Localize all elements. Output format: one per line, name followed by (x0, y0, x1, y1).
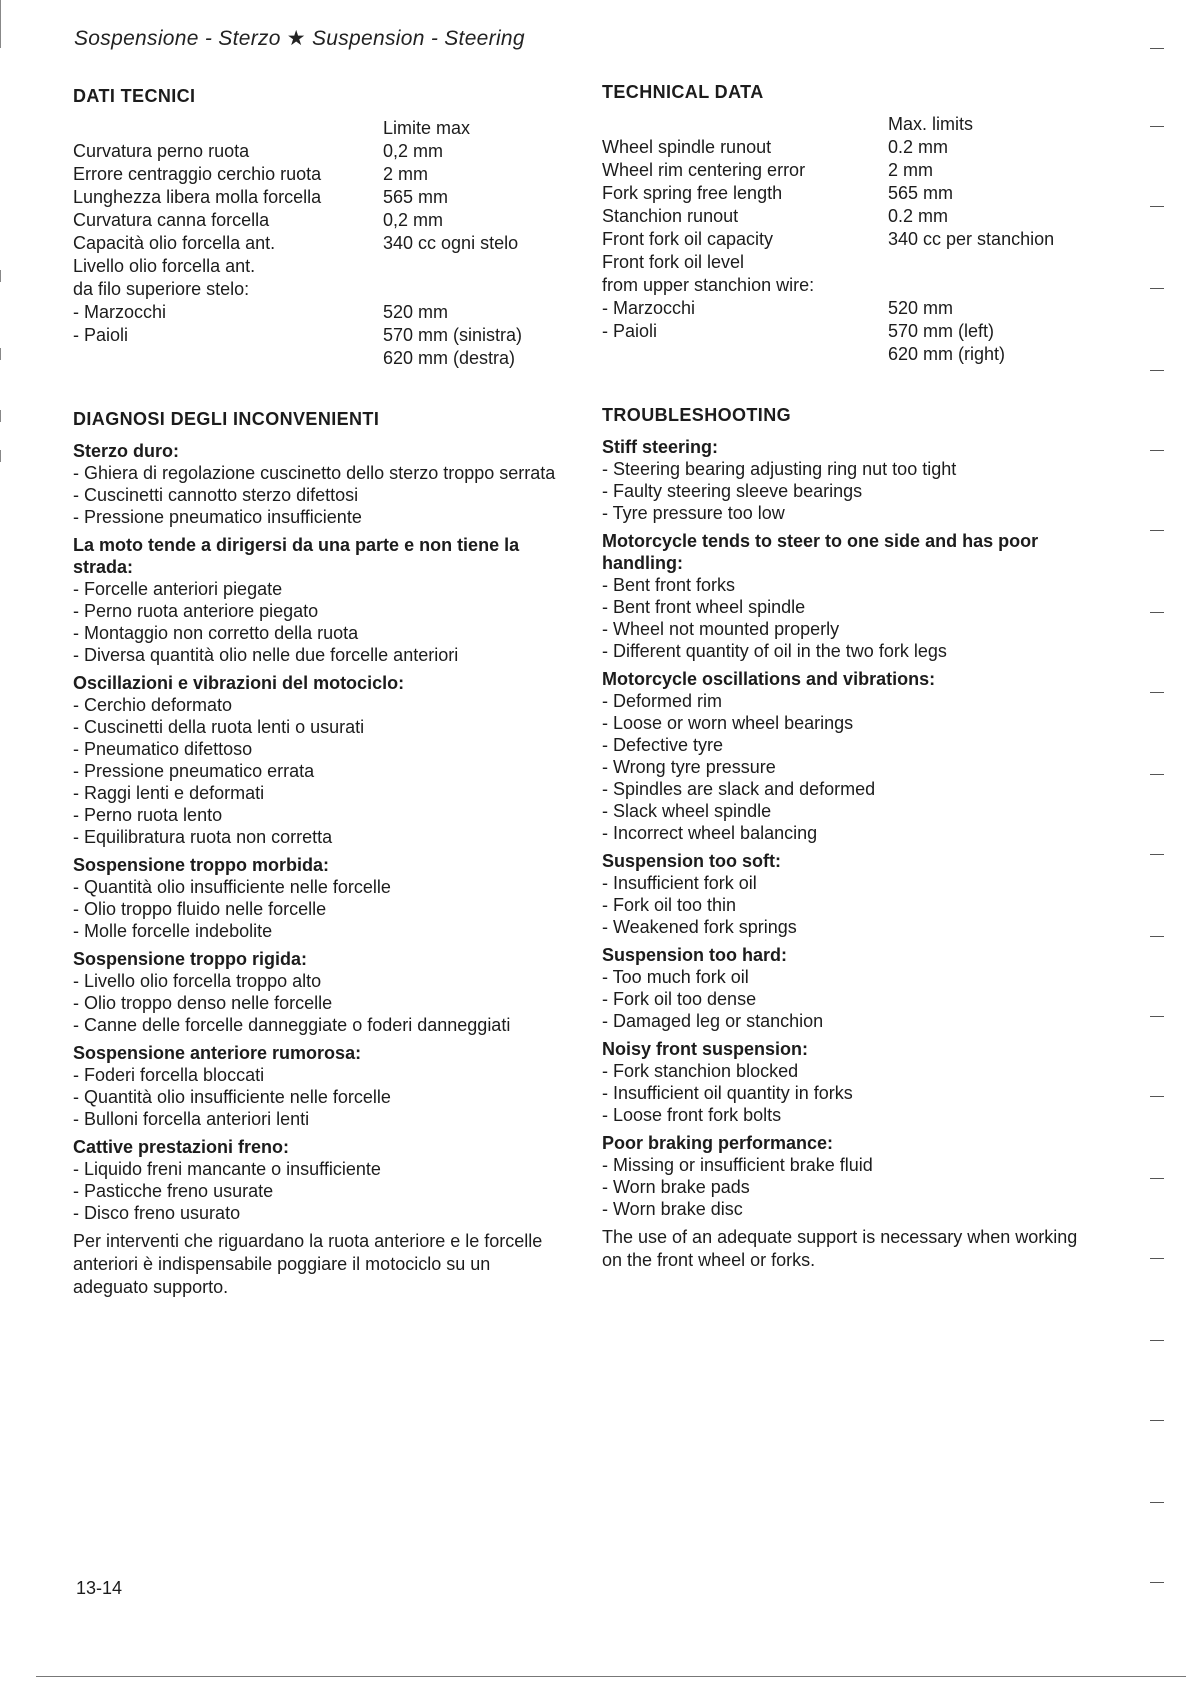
it-support-note: Per interventi che riguardano la ruota anteriore e le forcelle anteriori è indispensabile poggiare il motociclo su un adeguato supporto. (73, 1231, 543, 1297)
margin-mark (1150, 370, 1164, 371)
en-trouble-title: TROUBLESHOOTING (602, 405, 791, 425)
spec-row (602, 136, 1112, 159)
symptom-title: Suspension too hard: (602, 945, 788, 965)
margin-mark (1150, 206, 1164, 207)
symptom-group (602, 1132, 1102, 1220)
cause-item: - Worn brake pads (602, 1176, 1102, 1198)
margin-mark (1150, 774, 1164, 775)
spec-value: 0.2 mm (888, 137, 949, 157)
symptom-title: Motorcycle tends to steer to one side and has poor handling: (602, 531, 1039, 573)
symptom-title: La moto tende a dirigersi da una parte e non tiene la strada: (73, 535, 520, 577)
spec-label: Front fork oil capacity (602, 229, 774, 249)
margin-mark (1150, 1582, 1164, 1583)
spec-label: Livello olio forcella ant. (73, 256, 256, 276)
cause-item: - Forcelle anteriori piegate (73, 578, 565, 600)
spec-row (602, 343, 1112, 366)
spec-label: - Paioli (73, 325, 129, 345)
spec-value: 0,2 mm (383, 141, 444, 161)
cause-item: - Ghiera di regolazione cuscinetto dello sterzo troppo serrata (73, 462, 565, 484)
margin-mark (1150, 1178, 1164, 1179)
left-mark (0, 450, 1, 462)
symptom-title: Sterzo duro: (73, 441, 179, 461)
spec-label: Wheel spindle runout (602, 137, 772, 157)
symptom-group (602, 850, 1102, 938)
spec-value: 520 mm (888, 298, 954, 318)
symptom-group (73, 948, 565, 1036)
spec-row (602, 159, 1112, 182)
spec-value: 570 mm (left) (888, 321, 995, 341)
cause-item: - Wheel not mounted properly (602, 618, 1102, 640)
spec-row (602, 320, 1112, 343)
spec-label: Curvatura canna forcella (73, 210, 270, 230)
en-support-note: The use of an adequate support is necessary when working on the front wheel or forks. (602, 1227, 1078, 1270)
spec-row (73, 278, 583, 301)
symptom-title: Motorcycle oscillations and vibrations: (602, 669, 936, 689)
symptom-group (73, 440, 565, 528)
spec-value: 565 mm (888, 183, 954, 203)
symptom-title: Noisy front suspension: (602, 1039, 809, 1059)
spec-value: 340 cc ogni stelo (383, 233, 519, 253)
margin-mark (1150, 48, 1164, 49)
header-english: Suspension - Steering (311, 27, 525, 50)
star-icon: ★ (286, 27, 306, 50)
left-mark (0, 348, 1, 360)
cause-item: - Livello olio forcella troppo alto (73, 970, 565, 992)
symptom-group (73, 534, 565, 666)
spec-row (73, 209, 583, 232)
cause-item: - Olio troppo fluido nelle forcelle (73, 898, 565, 920)
en-trouble-list (602, 436, 1102, 1220)
cause-item: - Canne delle forcelle danneggiate o foderi danneggiati (73, 1014, 565, 1036)
spec-value: 620 mm (right) (888, 344, 1006, 364)
margin-mark (1150, 1016, 1164, 1017)
it-specs-table (73, 117, 583, 370)
spec-row (602, 251, 1112, 274)
symptom-group (73, 1136, 565, 1224)
cause-item: - Deformed rim (602, 690, 1102, 712)
spec-row (73, 232, 583, 255)
margin-mark (1150, 450, 1164, 451)
spec-value: 565 mm (383, 187, 449, 207)
spec-value (383, 278, 583, 301)
spec-label: from upper stanchion wire: (602, 275, 815, 295)
cause-item: - Pressione pneumatico insufficiente (73, 506, 565, 528)
page-header (74, 26, 525, 51)
spec-label: Stanchion runout (602, 206, 739, 226)
en-specs-title: TECHNICAL DATA (602, 82, 764, 102)
spec-row (602, 297, 1112, 320)
spec-value: 2 mm (383, 164, 428, 184)
cause-item: - Tyre pressure too low (602, 502, 1102, 524)
header-italian: Sospensione - Sterzo (74, 27, 281, 50)
cause-item: - Bulloni forcella anteriori lenti (73, 1108, 565, 1130)
it-trouble-section (73, 409, 565, 1299)
symptom-title: Sospensione troppo rigida: (73, 949, 308, 969)
spec-row (602, 205, 1112, 228)
cause-item: - Loose or worn wheel bearings (602, 712, 1102, 734)
cause-item: - Incorrect wheel balancing (602, 822, 1102, 844)
margin-mark (1150, 612, 1164, 613)
it-trouble-list (73, 440, 565, 1224)
spec-label: Front fork oil level (602, 252, 745, 272)
spec-label (602, 343, 888, 366)
symptom-title: Poor braking performance: (602, 1133, 834, 1153)
spec-label: Errore centraggio cerchio ruota (73, 164, 322, 184)
left-mark (0, 0, 1, 48)
cause-item: - Quantità olio insufficiente nelle forcelle (73, 876, 565, 898)
symptom-group (602, 436, 1102, 524)
symptom-group (73, 854, 565, 942)
cause-item: - Wrong tyre pressure (602, 756, 1102, 778)
spec-label: Curvatura perno ruota (73, 141, 250, 161)
cause-item: - Molle forcelle indebolite (73, 920, 565, 942)
cause-item: - Pasticche freno usurate (73, 1180, 565, 1202)
spec-row (73, 324, 583, 347)
spec-value: 520 mm (383, 302, 449, 322)
cause-item: - Perno ruota anteriore piegato (73, 600, 565, 622)
cause-item: - Bent front forks (602, 574, 1102, 596)
en-trouble-section (602, 405, 1102, 1272)
cause-item: - Montaggio non corretto della ruota (73, 622, 565, 644)
spec-value: 570 mm (sinistra) (383, 325, 523, 345)
spec-value (888, 274, 1112, 297)
margin-mark (1150, 936, 1164, 937)
margin-mark (1150, 854, 1164, 855)
cause-item: - Too much fork oil (602, 966, 1102, 988)
margin-mark (1150, 1420, 1164, 1421)
left-mark (0, 410, 1, 422)
margin-mark (1150, 288, 1164, 289)
spec-value: 340 cc per stanchion (888, 229, 1055, 249)
cause-item: - Perno ruota lento (73, 804, 565, 826)
symptom-title: Sospensione troppo morbida: (73, 855, 330, 875)
cause-item: - Foderi forcella bloccati (73, 1064, 565, 1086)
cause-item: - Insufficient fork oil (602, 872, 1102, 894)
spec-row (73, 163, 583, 186)
cause-item: - Liquido freni mancante o insufficiente (73, 1158, 565, 1180)
bottom-rule (36, 1676, 1186, 1677)
spec-label (73, 347, 383, 370)
it-specs-section (73, 86, 583, 370)
spec-label: da filo superiore stelo: (73, 279, 250, 299)
symptom-group (602, 944, 1102, 1032)
margin-mark (1150, 692, 1164, 693)
spec-value: 0.2 mm (888, 206, 949, 226)
cause-item: - Worn brake disc (602, 1198, 1102, 1220)
cause-item: - Cuscinetti della ruota lenti o usurati (73, 716, 565, 738)
cause-item: - Pneumatico difettoso (73, 738, 565, 760)
cause-item: - Fork oil too dense (602, 988, 1102, 1010)
symptom-title: Sospensione anteriore rumorosa: (73, 1043, 362, 1063)
symptom-group (602, 530, 1102, 662)
spec-label: - Marzocchi (73, 302, 167, 322)
margin-mark (1150, 530, 1164, 531)
cause-item: - Bent front wheel spindle (602, 596, 1102, 618)
cause-item: - Fork stanchion blocked (602, 1060, 1102, 1082)
cause-item: - Steering bearing adjusting ring nut too tight (602, 458, 1102, 480)
symptom-group (602, 668, 1102, 844)
symptom-title: Suspension too soft: (602, 851, 781, 871)
symptom-title: Cattive prestazioni freno: (73, 1137, 290, 1157)
cause-item: - Missing or insufficient brake fluid (602, 1154, 1102, 1176)
spec-row (73, 186, 583, 209)
cause-item: - Damaged leg or stanchion (602, 1010, 1102, 1032)
margin-mark (1150, 126, 1164, 127)
cause-item: - Slack wheel spindle (602, 800, 1102, 822)
page-number: 13-14 (76, 1578, 123, 1598)
cause-item: - Olio troppo denso nelle forcelle (73, 992, 565, 1014)
cause-item: - Fork oil too thin (602, 894, 1102, 916)
cause-item: - Cerchio deformato (73, 694, 565, 716)
symptom-group (73, 1042, 565, 1130)
margin-mark (1150, 1258, 1164, 1259)
cause-item: - Spindles are slack and deformed (602, 778, 1102, 800)
spec-row (73, 140, 583, 163)
spec-value (888, 251, 1112, 274)
cause-item: - Disco freno usurato (73, 1202, 565, 1224)
spec-value: 620 mm (destra) (383, 348, 516, 368)
margin-mark (1150, 1096, 1164, 1097)
spec-row (73, 255, 583, 278)
spec-row (602, 228, 1112, 251)
symptom-title: Stiff steering: (602, 437, 719, 457)
spec-value: 0,2 mm (383, 210, 444, 230)
limit-header: Limite max (383, 118, 471, 138)
cause-item: - Diversa quantità olio nelle due forcelle anteriori (73, 644, 565, 666)
symptom-title: Oscillazioni e vibrazioni del motociclo: (73, 673, 405, 693)
spec-label: - Paioli (602, 321, 658, 341)
it-specs-title: DATI TECNICI (73, 86, 196, 106)
spec-value: 2 mm (888, 160, 933, 180)
spec-row (602, 274, 1112, 297)
spec-row (73, 301, 583, 324)
cause-item: - Weakened fork springs (602, 916, 1102, 938)
spec-row (602, 182, 1112, 205)
spec-label: - Marzocchi (602, 298, 696, 318)
spec-header-row (73, 117, 583, 140)
spec-header-row (602, 113, 1112, 136)
left-mark (0, 270, 1, 282)
en-specs-section (602, 82, 1112, 366)
cause-item: - Pressione pneumatico errata (73, 760, 565, 782)
cause-item: - Loose front fork bolts (602, 1104, 1102, 1126)
cause-item: - Cuscinetti cannotto sterzo difettosi (73, 484, 565, 506)
spec-label: Fork spring free length (602, 183, 783, 203)
spec-label: Capacità olio forcella ant. (73, 233, 276, 253)
cause-item: - Different quantity of oil in the two fork legs (602, 640, 1102, 662)
margin-mark (1150, 1340, 1164, 1341)
cause-item: - Quantità olio insufficiente nelle forcelle (73, 1086, 565, 1108)
spec-label: Lunghezza libera molla forcella (73, 187, 322, 207)
cause-item: - Raggi lenti e deformati (73, 782, 565, 804)
spec-row (73, 347, 583, 370)
spec-label: Wheel rim centering error (602, 160, 806, 180)
cause-item: - Insufficient oil quantity in forks (602, 1082, 1102, 1104)
en-specs-table (602, 113, 1112, 366)
cause-item: - Equilibratura ruota non corretta (73, 826, 565, 848)
it-trouble-title: DIAGNOSI DEGLI INCONVENIENTI (73, 409, 380, 429)
margin-mark (1150, 1502, 1164, 1503)
cause-item: - Faulty steering sleeve bearings (602, 480, 1102, 502)
spec-value (383, 255, 583, 278)
symptom-group (602, 1038, 1102, 1126)
cause-item: - Defective tyre (602, 734, 1102, 756)
symptom-group (73, 672, 565, 848)
limit-header: Max. limits (888, 114, 973, 134)
